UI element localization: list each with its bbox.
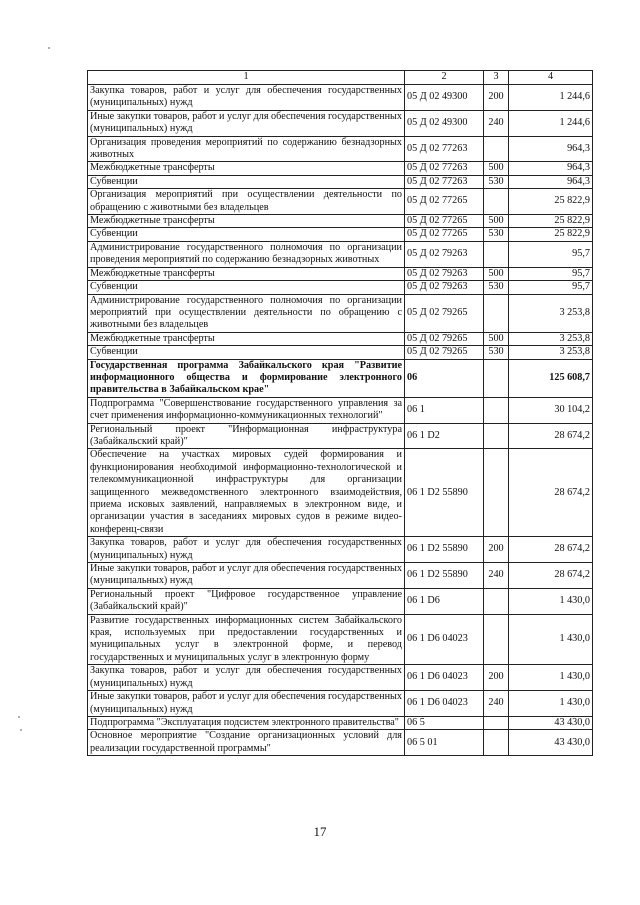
table-row [88,136,593,162]
row-type-cell: 240 [484,110,509,136]
row-name-cell: Межбюджетные трансферты [88,162,405,175]
row-code-cell: 05 Д 02 79263 [405,267,484,280]
table-row [88,397,593,423]
row-code-cell: 06 1 D6 04023 [405,614,484,665]
row-name-cell: Межбюджетные трансферты [88,332,405,345]
row-code-cell: 06 1 D2 55890 [405,563,484,589]
row-sum-cell: 25 822,9 [509,228,593,241]
row-name-cell: Организация мероприятий при осуществлении деятельности по обращению с животными без владельцев [88,189,405,215]
row-name-cell: Администрирование государственного полномочия по организации мероприятий при осуществлении деятельности по обращению с животными без владельцев [88,294,405,332]
table-body [88,71,593,756]
row-type-cell: 240 [484,563,509,589]
row-name-cell: Администрирование государственного полномочия по организации проведения мероприятий по содержанию безнадзорных животных [88,241,405,267]
row-type-cell [484,716,509,729]
table-row [88,85,593,111]
row-sum-cell: 43 430,0 [509,730,593,756]
row-type-cell [484,449,509,537]
row-sum-cell: 3 253,8 [509,294,593,332]
row-name-cell: Закупка товаров, работ и услуг для обеспечения государственных (муниципальных) нужд [88,665,405,691]
row-code-cell: 05 Д 02 49300 [405,85,484,111]
table-row [88,281,593,294]
row-code-cell: 06 5 [405,716,484,729]
row-code-cell: 05 Д 02 79263 [405,241,484,267]
row-type-cell: 200 [484,85,509,111]
scan-speck [20,729,22,731]
table-row [88,267,593,280]
row-name-cell: Основное мероприятие "Создание организационных условий для реализации государственной программы" [88,730,405,756]
row-sum-cell: 3 253,8 [509,332,593,345]
table-row [88,537,593,563]
table-row [88,665,593,691]
row-sum-cell: 25 822,9 [509,189,593,215]
row-code-cell: 05 Д 02 77263 [405,162,484,175]
row-code-cell: 06 [405,359,484,397]
row-sum-cell: 1 244,6 [509,110,593,136]
row-type-cell [484,241,509,267]
row-sum-cell: 43 430,0 [509,716,593,729]
row-sum-cell: 95,7 [509,241,593,267]
row-name-cell: Развитие государственных информационных систем Забайкальского края, используемых при предоставлении государственных и муниципальных услуг в электронной форме, и перевод государственных и муниципальных услуг в электронную форму [88,614,405,665]
row-name-cell: Субвенции [88,346,405,359]
budget-table [87,70,593,756]
row-type-cell [484,730,509,756]
row-sum-cell: 125 608,7 [509,359,593,397]
row-type-cell [484,614,509,665]
row-code-cell: 05 Д 02 79263 [405,281,484,294]
row-code-cell: 05 Д 02 77263 [405,175,484,188]
row-type-cell [484,423,509,449]
row-type-cell [484,136,509,162]
row-name-cell: Межбюджетные трансферты [88,215,405,228]
row-code-cell: 05 Д 02 79265 [405,346,484,359]
row-code-cell: 05 Д 02 77265 [405,189,484,215]
row-code-cell: 05 Д 02 77265 [405,215,484,228]
row-sum-cell: 1 430,0 [509,691,593,717]
row-sum-cell: 964,3 [509,162,593,175]
row-type-cell [484,397,509,423]
page-number: 17 [313,824,327,839]
row-code-cell: 06 5 01 [405,730,484,756]
table-row [88,189,593,215]
row-sum-cell: 28 674,2 [509,449,593,537]
row-name-cell: Субвенции [88,175,405,188]
row-name-cell: Межбюджетные трансферты [88,267,405,280]
table-row [88,716,593,729]
row-sum-cell: 3 253,8 [509,346,593,359]
row-type-cell: 530 [484,346,509,359]
row-code-cell: 05 Д 02 79265 [405,332,484,345]
row-name-cell: Региональный проект "Цифровое государственное управление (Забайкальский край)" [88,588,405,614]
row-type-cell: 530 [484,175,509,188]
row-type-cell: 530 [484,228,509,241]
table-row [88,241,593,267]
row-type-cell: 530 [484,281,509,294]
row-sum-cell: 1 430,0 [509,665,593,691]
row-sum-cell: 28 674,2 [509,423,593,449]
table-row [88,691,593,717]
row-name-cell: Иные закупки товаров, работ и услуг для обеспечения государственных (муниципальных) нужд [88,110,405,136]
row-name-cell: Иные закупки товаров, работ и услуг для обеспечения государственных (муниципальных) нужд [88,563,405,589]
row-code-cell: 06 1 [405,397,484,423]
table-row [88,215,593,228]
row-code-cell: 06 1 D6 [405,588,484,614]
table-row [88,162,593,175]
row-sum-cell: 28 674,2 [509,537,593,563]
header-col-4: 4 [509,71,593,85]
row-type-cell: 500 [484,267,509,280]
row-code-cell: 05 Д 02 77265 [405,228,484,241]
row-type-cell: 200 [484,665,509,691]
row-sum-cell: 1 430,0 [509,588,593,614]
row-type-cell [484,294,509,332]
row-sum-cell: 28 674,2 [509,563,593,589]
row-sum-cell: 964,3 [509,175,593,188]
table-row [88,332,593,345]
row-name-cell: Обеспечение на участках мировых судей формирования и функционирования необходимой информационно-технологической и телекоммуникационной инфраструктуры для организации защищенного межведомственного электронного взаимодействия, приема исковых заявлений, направляемых в электронном виде, и организации участия в заседаниях мировых судов в режиме видео-конференц-связи [88,449,405,537]
row-name-cell: Региональный проект "Информационная инфраструктура (Забайкальский край)" [88,423,405,449]
table-row [88,614,593,665]
row-type-cell: 240 [484,691,509,717]
row-code-cell: 06 1 D6 04023 [405,691,484,717]
table-row [88,175,593,188]
row-name-cell: Организация проведения мероприятий по содержанию безнадзорных животных [88,136,405,162]
row-code-cell: 06 1 D2 [405,423,484,449]
header-col-3: 3 [484,71,509,85]
row-code-cell: 05 Д 02 49300 [405,110,484,136]
table-row [88,346,593,359]
row-sum-cell: 1 430,0 [509,614,593,665]
row-name-cell: Государственная программа Забайкальского края "Развитие информационного общества и формирование электронного правительства в Забайкальском крае" [88,359,405,397]
row-type-cell [484,359,509,397]
row-sum-cell: 95,7 [509,281,593,294]
row-name-cell: Субвенции [88,281,405,294]
row-type-cell: 500 [484,332,509,345]
row-type-cell: 500 [484,215,509,228]
row-name-cell: Подпрограмма "Эксплуатация подсистем электронного правительства" [88,716,405,729]
row-name-cell: Иные закупки товаров, работ и услуг для обеспечения государственных (муниципальных) нужд [88,691,405,717]
row-type-cell: 500 [484,162,509,175]
table-row [88,563,593,589]
table-row [88,110,593,136]
row-type-cell [484,189,509,215]
row-code-cell: 05 Д 02 79265 [405,294,484,332]
table-row [88,449,593,537]
row-type-cell: 200 [484,537,509,563]
row-code-cell: 06 1 D2 55890 [405,537,484,563]
row-sum-cell: 25 822,9 [509,215,593,228]
table-row [88,294,593,332]
row-sum-cell: 30 104,2 [509,397,593,423]
row-code-cell: 06 1 D2 55890 [405,449,484,537]
table-row [88,423,593,449]
table-row [88,730,593,756]
row-name-cell: Субвенции [88,228,405,241]
row-name-cell: Закупка товаров, работ и услуг для обеспечения государственных (муниципальных) нужд [88,85,405,111]
scan-speck [18,716,20,718]
row-sum-cell: 964,3 [509,136,593,162]
row-sum-cell: 1 244,6 [509,85,593,111]
row-name-cell: Подпрограмма "Совершенствование государственного управления за счет применения информационно-коммуникационных технологий" [88,397,405,423]
header-col-1: 1 [88,71,405,85]
scan-speck [48,47,50,49]
row-type-cell [484,588,509,614]
row-name-cell: Закупка товаров, работ и услуг для обеспечения государственных (муниципальных) нужд [88,537,405,563]
header-col-2: 2 [405,71,484,85]
table-header-row [88,71,593,85]
row-sum-cell: 95,7 [509,267,593,280]
table-row [88,588,593,614]
row-code-cell: 06 1 D6 04023 [405,665,484,691]
table-row [88,359,593,397]
table-row [88,228,593,241]
row-code-cell: 05 Д 02 77263 [405,136,484,162]
